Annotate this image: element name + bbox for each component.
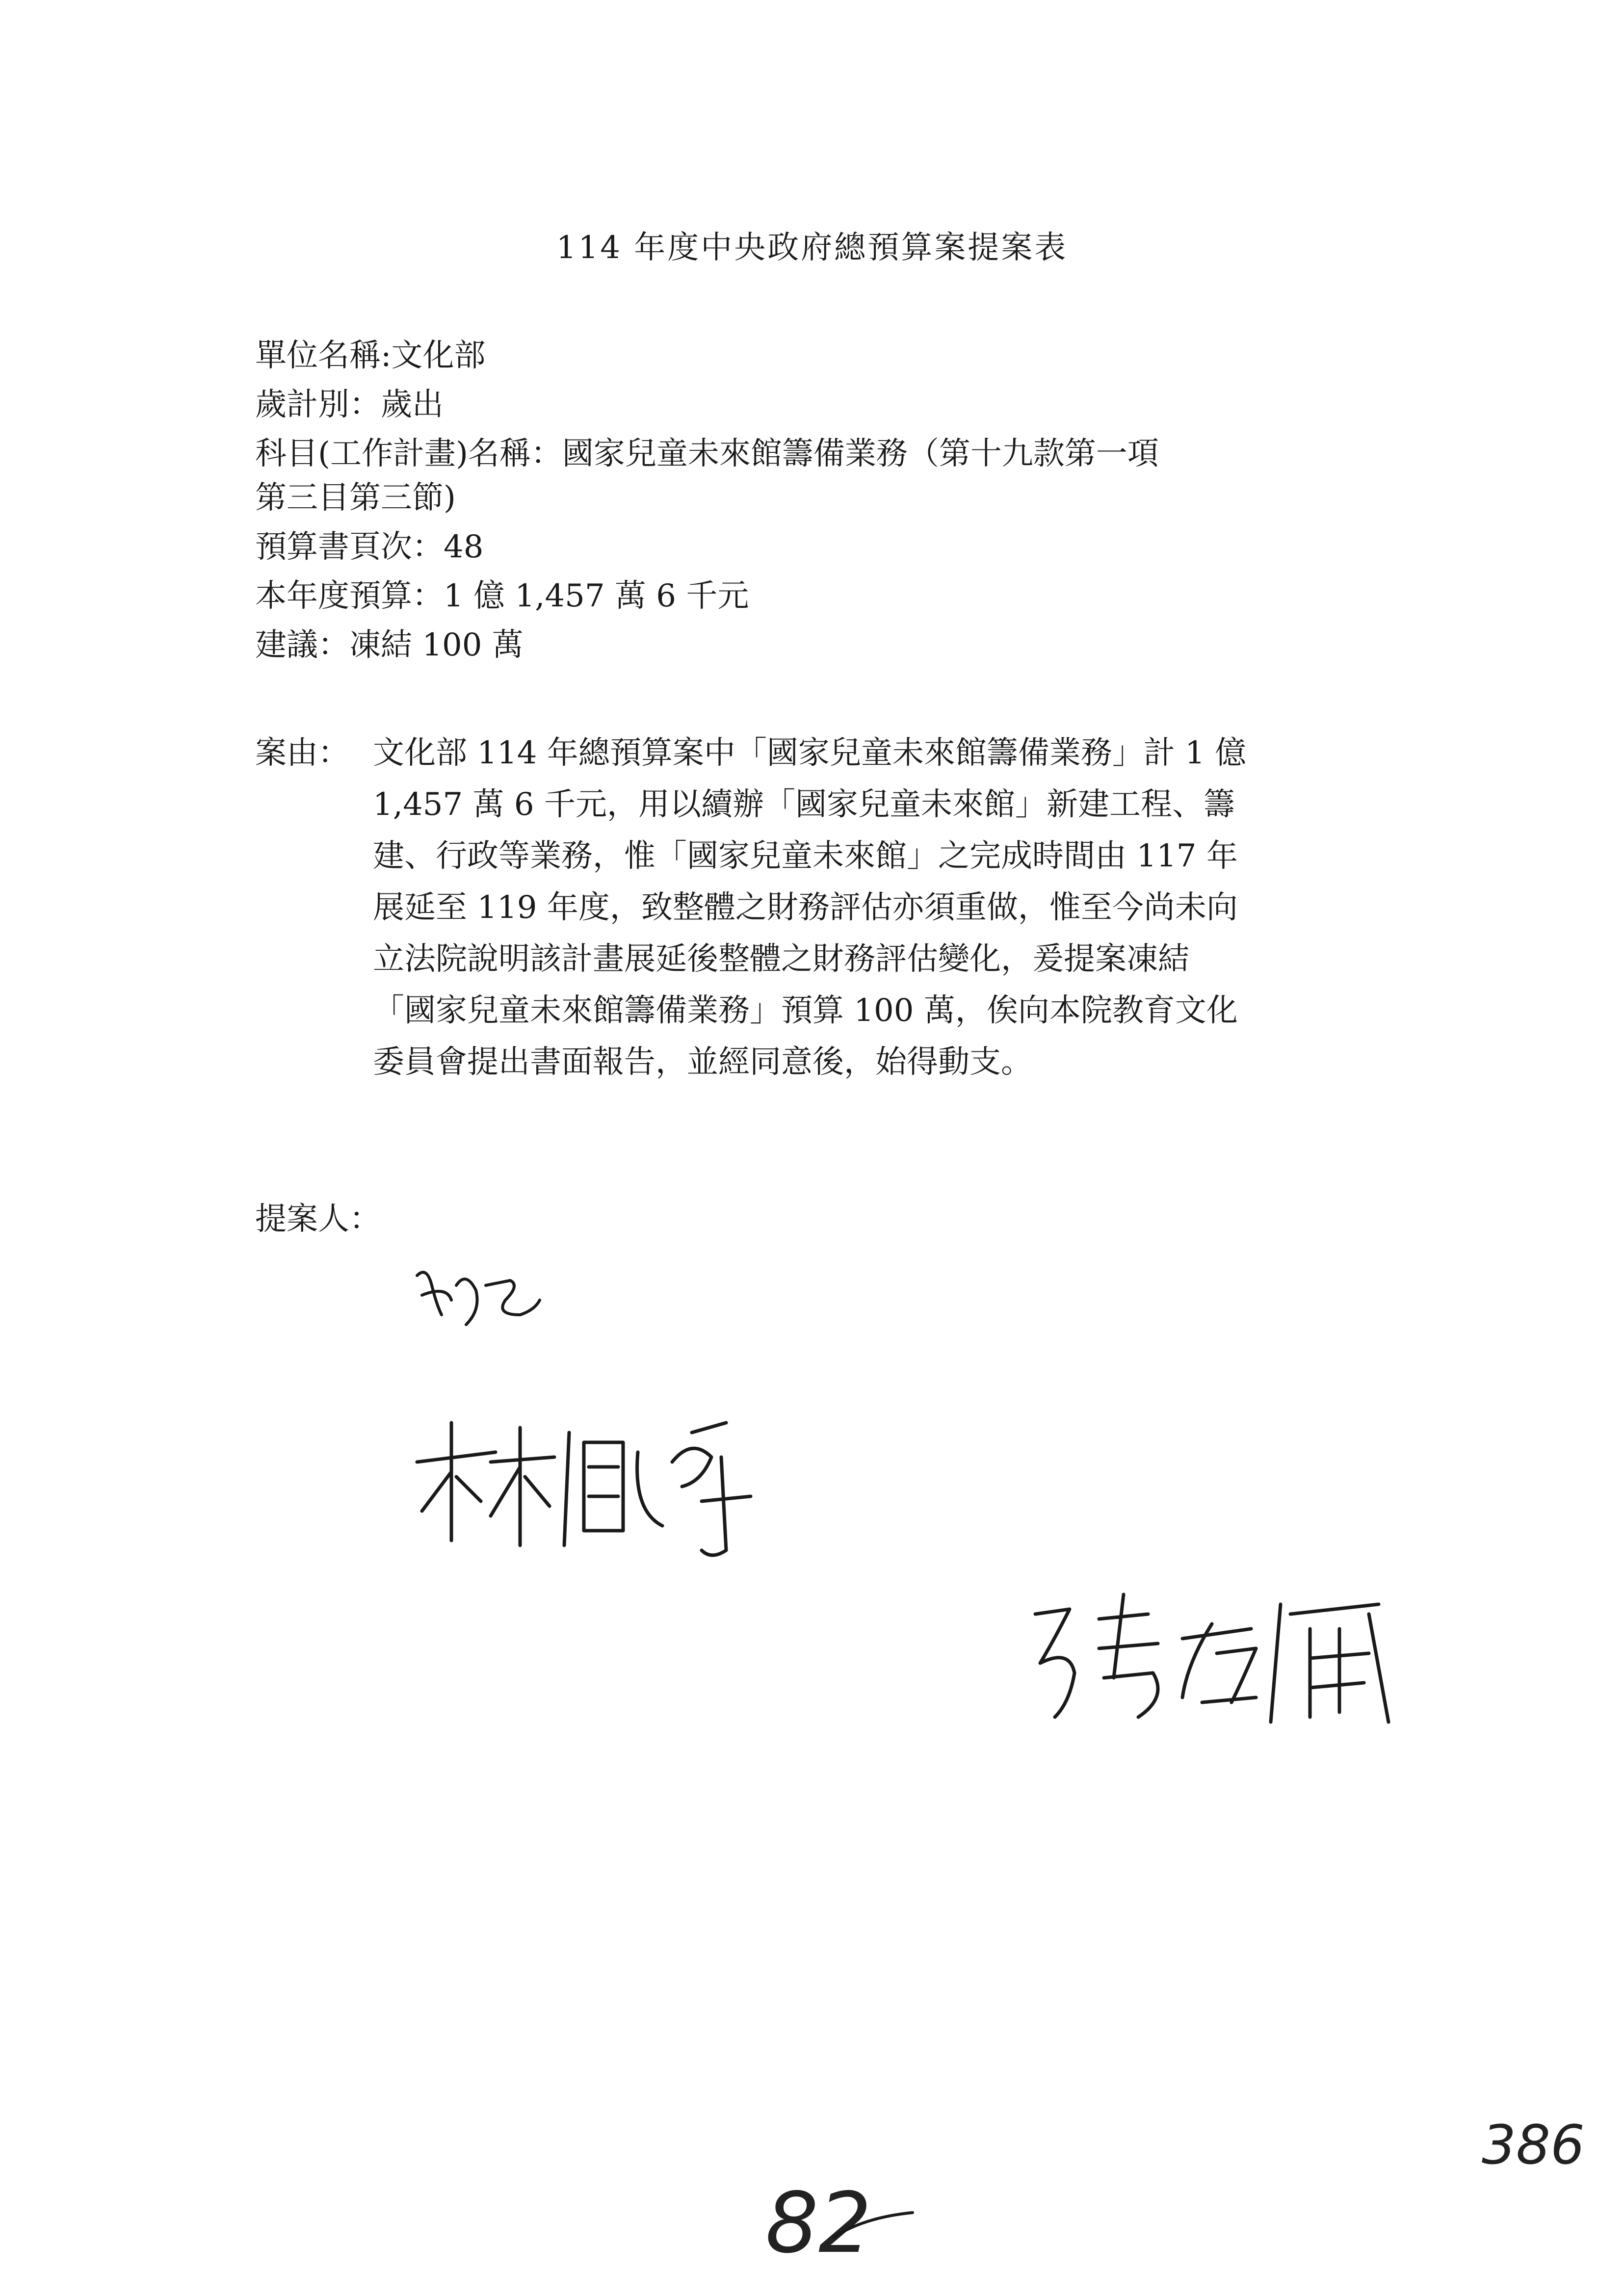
signature-3 xyxy=(1025,1575,1408,1737)
signature-1 xyxy=(407,1256,554,1354)
signature-2 xyxy=(407,1403,780,1565)
field-budget-type: 歲計別：歲出 xyxy=(255,387,444,423)
reason-label: 案由： xyxy=(255,735,349,771)
reason-line: 1,457 萬 6 千元，用以續辦「國家兒童未來館」新建工程、籌 xyxy=(373,786,1235,823)
reason-line: 立法院說明該計畫展延後整體之財務評估變化，爰提案凍結 xyxy=(373,941,1189,977)
field-annual-budget: 本年度預算：1 億 1,457 萬 6 千元 xyxy=(255,578,749,614)
field-page-number: 預算書頁次：48 xyxy=(255,529,484,565)
proposer-label: 提案人： xyxy=(255,1201,381,1237)
field-unit-name: 單位名稱:文化部 xyxy=(255,338,486,374)
svg-text:386: 386 xyxy=(1482,2113,1585,2176)
handwritten-page-number xyxy=(756,2164,922,2276)
document-title: 114 年度中央政府總預算案提案表 xyxy=(556,230,1068,266)
field-item-name: 科目(工作計畫)名稱：國家兒童未來館籌備業務（第十九款第一項 xyxy=(255,436,1159,472)
reason-line: 委員會提出書面報告，並經同意後，始得動支。 xyxy=(373,1044,1032,1080)
handwritten-sheet-number xyxy=(1477,2110,1595,2178)
reason-line: 展延至 119 年度，致整體之財務評估亦須重做，惟至今尚未向 xyxy=(373,889,1238,926)
reason-line: 建、行政等業務，惟「國家兒童未來館」之完成時間由 117 年 xyxy=(373,838,1238,874)
field-recommendation: 建議：凍結 100 萬 xyxy=(255,627,524,663)
field-item-name-cont: 第三目第三節) xyxy=(255,480,456,516)
svg-text:82: 82 xyxy=(765,2175,872,2272)
reason-line: 「國家兒童未來館籌備業務」預算 100 萬，俟向本院教育文化 xyxy=(373,992,1238,1029)
reason-line: 文化部 114 年總預算案中「國家兒童未來館籌備業務」計 1 億 xyxy=(373,735,1247,771)
